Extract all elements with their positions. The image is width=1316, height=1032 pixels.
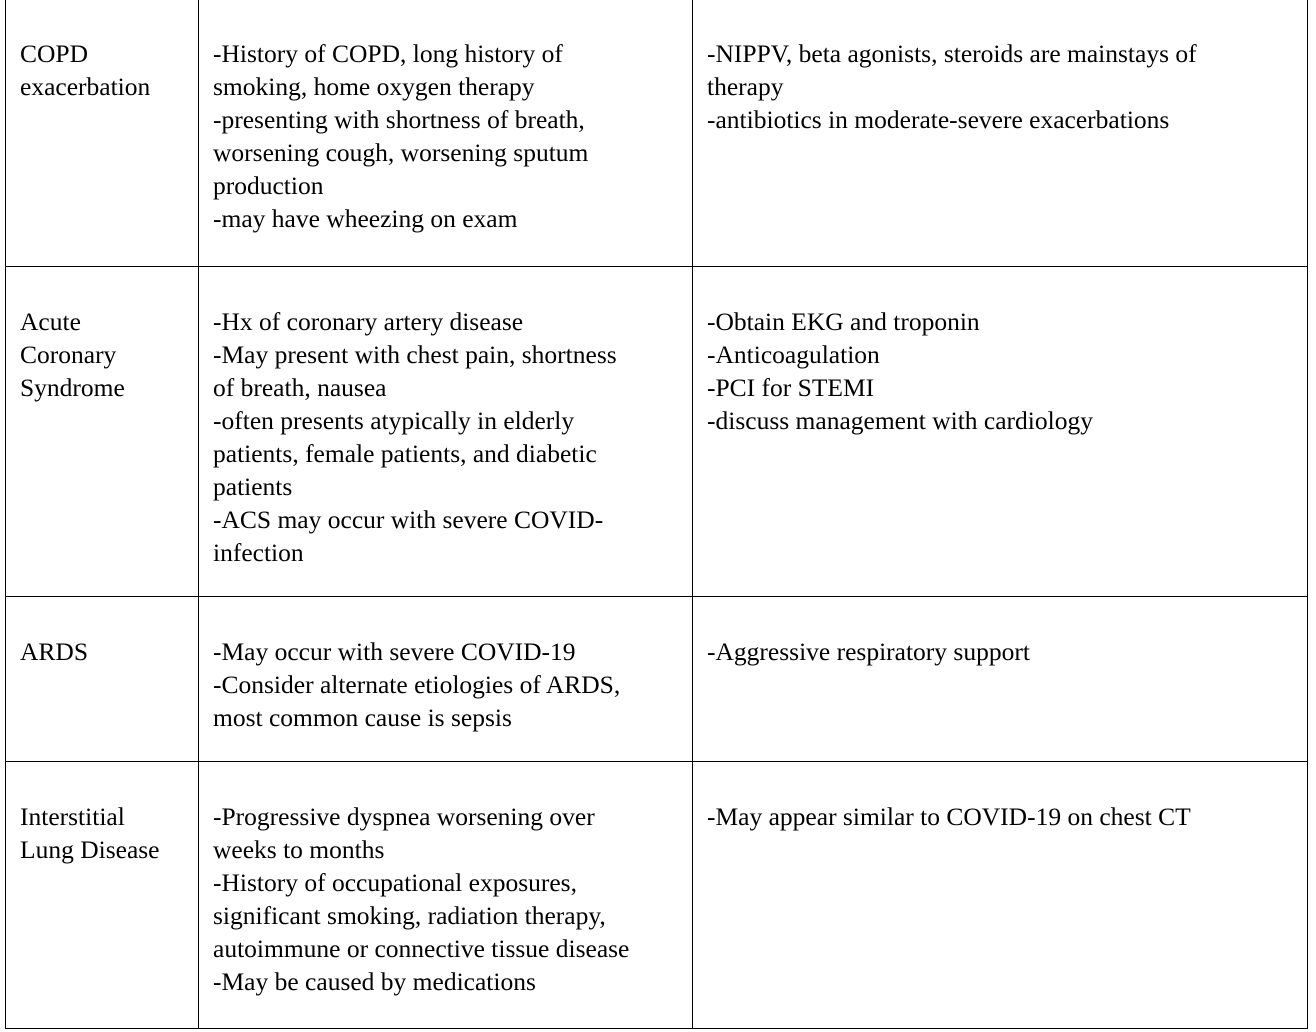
feature-line: -May be caused by medications [213, 967, 536, 996]
feature-line: -often presents atypically in elderly [213, 406, 575, 435]
management-line: therapy [707, 72, 784, 101]
condition-cell [6, 0, 199, 267]
condition-cell [6, 597, 199, 762]
feature-line: worsening cough, worsening sputum [213, 138, 589, 167]
condition-line: Lung Disease [20, 835, 160, 864]
feature-line: -Hx of coronary artery disease [213, 307, 524, 336]
condition-line: Interstitial [20, 802, 125, 831]
features-cell [199, 0, 693, 267]
feature-line: significant smoking, radiation therapy, [213, 901, 606, 930]
feature-line: -presenting with shortness of breath, [213, 105, 585, 134]
condition-cell [6, 267, 199, 597]
management-line: -Aggressive respiratory support [707, 637, 1030, 666]
condition-line: Coronary [20, 340, 117, 369]
management-line: -discuss management with cardiology [707, 406, 1093, 435]
feature-line: production [213, 171, 324, 200]
feature-line: -May occur with severe COVID-19 [213, 637, 576, 666]
differential-diagnosis-table [5, 0, 1308, 1029]
management-line: -Anticoagulation [707, 340, 880, 369]
feature-line: -May present with chest pain, shortness [213, 340, 617, 369]
feature-line: of breath, nausea [213, 373, 387, 402]
condition-line: COPD [20, 39, 89, 68]
table-row [6, 597, 1308, 762]
feature-line: patients [213, 472, 293, 501]
feature-line: -History of occupational exposures, [213, 868, 577, 897]
table-row [6, 0, 1308, 267]
condition-line: exacerbation [20, 72, 151, 101]
table-row [6, 762, 1308, 1029]
features-cell [199, 267, 693, 597]
features-cell [199, 597, 693, 762]
feature-line: autoimmune or connective tissue disease [213, 934, 630, 963]
feature-line: -ACS may occur with severe COVID- [213, 505, 604, 534]
management-line: -May appear similar to COVID-19 on chest CT [707, 802, 1191, 831]
feature-line: smoking, home oxygen therapy [213, 72, 535, 101]
management-line: -Obtain EKG and troponin [707, 307, 980, 336]
management-cell [693, 762, 1308, 1029]
management-line: -antibiotics in moderate-severe exacerbations [707, 105, 1170, 134]
feature-line: infection [213, 538, 304, 567]
feature-line: -may have wheezing on exam [213, 204, 518, 233]
table-row [6, 267, 1308, 597]
feature-line: patients, female patients, and diabetic [213, 439, 597, 468]
management-cell [693, 597, 1308, 762]
feature-line: weeks to months [213, 835, 385, 864]
feature-line: most common cause is sepsis [213, 703, 512, 732]
features-cell [199, 762, 693, 1029]
management-cell [693, 0, 1308, 267]
management-cell [693, 267, 1308, 597]
condition-line: Syndrome [20, 373, 125, 402]
condition-cell [6, 762, 199, 1029]
condition-line: Acute [20, 307, 81, 336]
management-line: -NIPPV, beta agonists, steroids are mainstays of [707, 39, 1197, 68]
condition-line: ARDS [20, 637, 89, 666]
feature-line: -Consider alternate etiologies of ARDS, [213, 670, 621, 699]
feature-line: -Progressive dyspnea worsening over [213, 802, 595, 831]
feature-line: -History of COPD, long history of [213, 39, 563, 68]
management-line: -PCI for STEMI [707, 373, 875, 402]
